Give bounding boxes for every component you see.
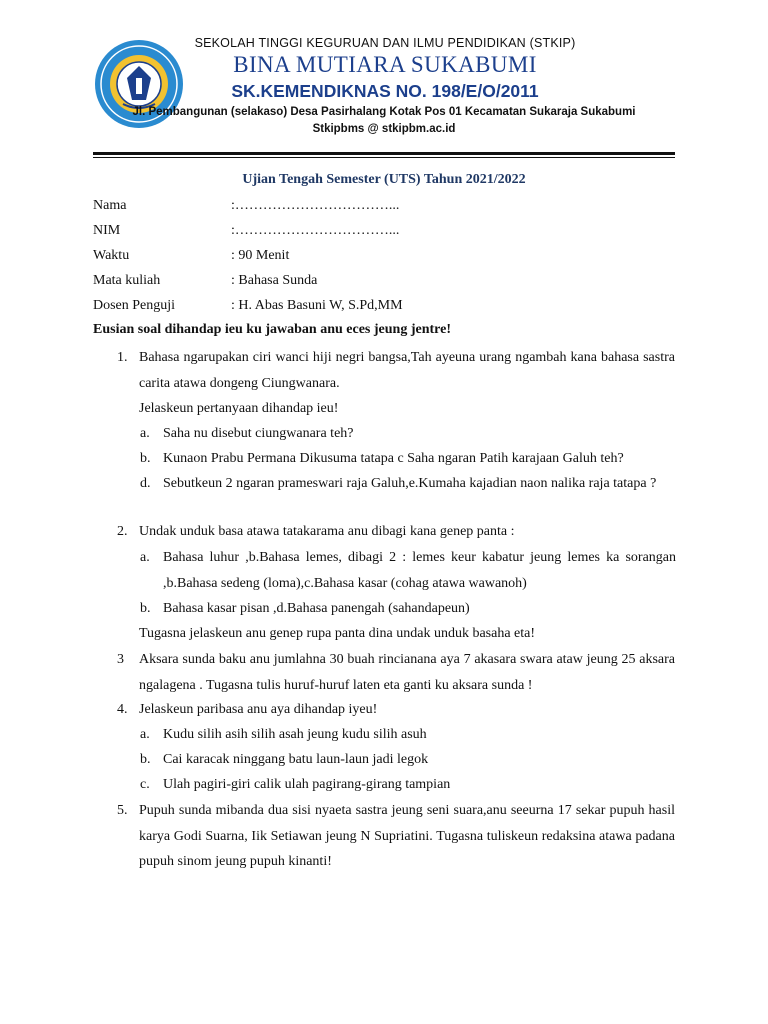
identity-value: : H. Abas Basuni W, S.Pd,MM [231,298,403,313]
identity-value: :……………………………... [231,198,400,213]
identity-value: : Bahasa Sunda [231,273,318,288]
identity-label: Waktu [93,248,130,263]
question-1-note: Jelaskeun pertanyaan dihandap ieu! [139,401,339,416]
question-number: 2. [117,524,128,539]
item-letter: a. [140,426,150,441]
header-divider-thin [93,157,675,158]
question-number: 1. [117,350,128,365]
exam-title: Ujian Tengah Semester (UTS) Tahun 2021/2022 [242,172,526,187]
address: Jl. Pembangunan (selakaso) Desa Pasirhalang Kotak Pos 01 Kecamatan Sukaraja Sukabumi [132,106,636,118]
question-number: 4. [117,702,128,717]
item-text: Bahasa luhur ,b.Bahasa lemes, dibagi 2 : lemes keur kabatur jeung lemes ka sorangan ,b.Bahasa sedeng (loma),c.Bahasa kasar (cohag atawa wawanoh) [163,550,676,591]
item-text: Bahasa kasar pisan ,d.Bahasa panengah (sahandapeun) [163,601,470,616]
item-text: Sebutkeun 2 ngaran prameswari raja Galuh,e.Kumaha kajadian naon nalika raja tatapa ? [163,476,657,491]
question-text: Pupuh sunda mibanda dua sisi nyaeta sastra jeung seni suara,anu seeurna 17 sekar pupuh hasil karya Godi Suarna, Iik Setiawan jeung N Supriatini. Tugasna tuliskeun redaksina atawa padana pupuh sinom jeung pupuh kinanti! [139,803,675,869]
instruction: Eusian soal dihandap ieu ku jawaban anu eces jeung jentre! [93,322,451,337]
institution-name: SEKOLAH TINGGI KEGURUAN DAN ILMU PENDIDIKAN (STKIP) [194,36,576,50]
header-divider-thick [93,152,675,155]
question-2-note: Tugasna jelaskeun anu genep rupa panta dina undak unduk basaha eta! [139,626,536,641]
identity-label: NIM [93,223,121,238]
question-text: Undak unduk basa atawa tatakarama anu dibagi kana genep panta : [139,524,515,539]
item-text: Ulah pagiri-giri calik ulah pagirang-girang tampian [163,777,451,792]
item-letter: d. [140,476,151,491]
identity-row-examiner [93,298,653,318]
item-letter: c. [140,777,150,792]
question-number: 3 [117,652,124,667]
identity-value: :……………………………... [231,223,400,238]
question-number: 5. [117,803,128,818]
item-letter: a. [140,727,150,742]
email: Stkipbms @ stkipbm.ac.id [312,123,456,135]
identity-row-name [93,198,653,218]
identity-value: : 90 Menit [231,248,290,263]
item-text: Cai karacak ninggang batu laun-laun jadi legok [163,752,429,767]
identity-row-time [93,248,653,268]
item-text: Saha nu disebut ciungwanara teh? [163,426,354,441]
question-text: Jelaskeun paribasa anu aya dihandap iyeu! [139,702,378,717]
identity-label: Dosen Penguji [93,298,176,313]
question-text: Aksara sunda baku anu jumlahna 30 buah rincianana aya 7 akasara swara ataw jeung 25 aksara ngalagena . Tugasna tulis huruf-huruf laten eta ganti ku aksara sunda ! [139,652,675,693]
identity-label: Nama [93,198,127,213]
item-letter: b. [140,601,151,616]
identity-row-course [93,273,653,293]
college-name: BINA MUTIARA SUKABUMI [233,52,537,77]
item-letter: a. [140,550,150,565]
item-letter: b. [140,752,151,767]
identity-label: Mata kuliah [93,273,161,288]
item-text: Kunaon Prabu Permana Dikusuma tatapa c Saha ngaran Patih karajaan Galuh teh? [163,451,624,466]
item-text: Kudu silih asih silih asah jeung kudu silih asuh [163,727,427,742]
decree-number: SK.KEMENDIKNAS NO. 198/E/O/2011 [231,81,539,101]
item-letter: b. [140,451,151,466]
question-text: Bahasa ngarupakan ciri wanci hiji negri bangsa,Tah ayeuna urang ngambah kana bahasa sastra carita atawa dongeng Ciungwanara. [139,350,675,391]
identity-row-nim [93,223,653,243]
